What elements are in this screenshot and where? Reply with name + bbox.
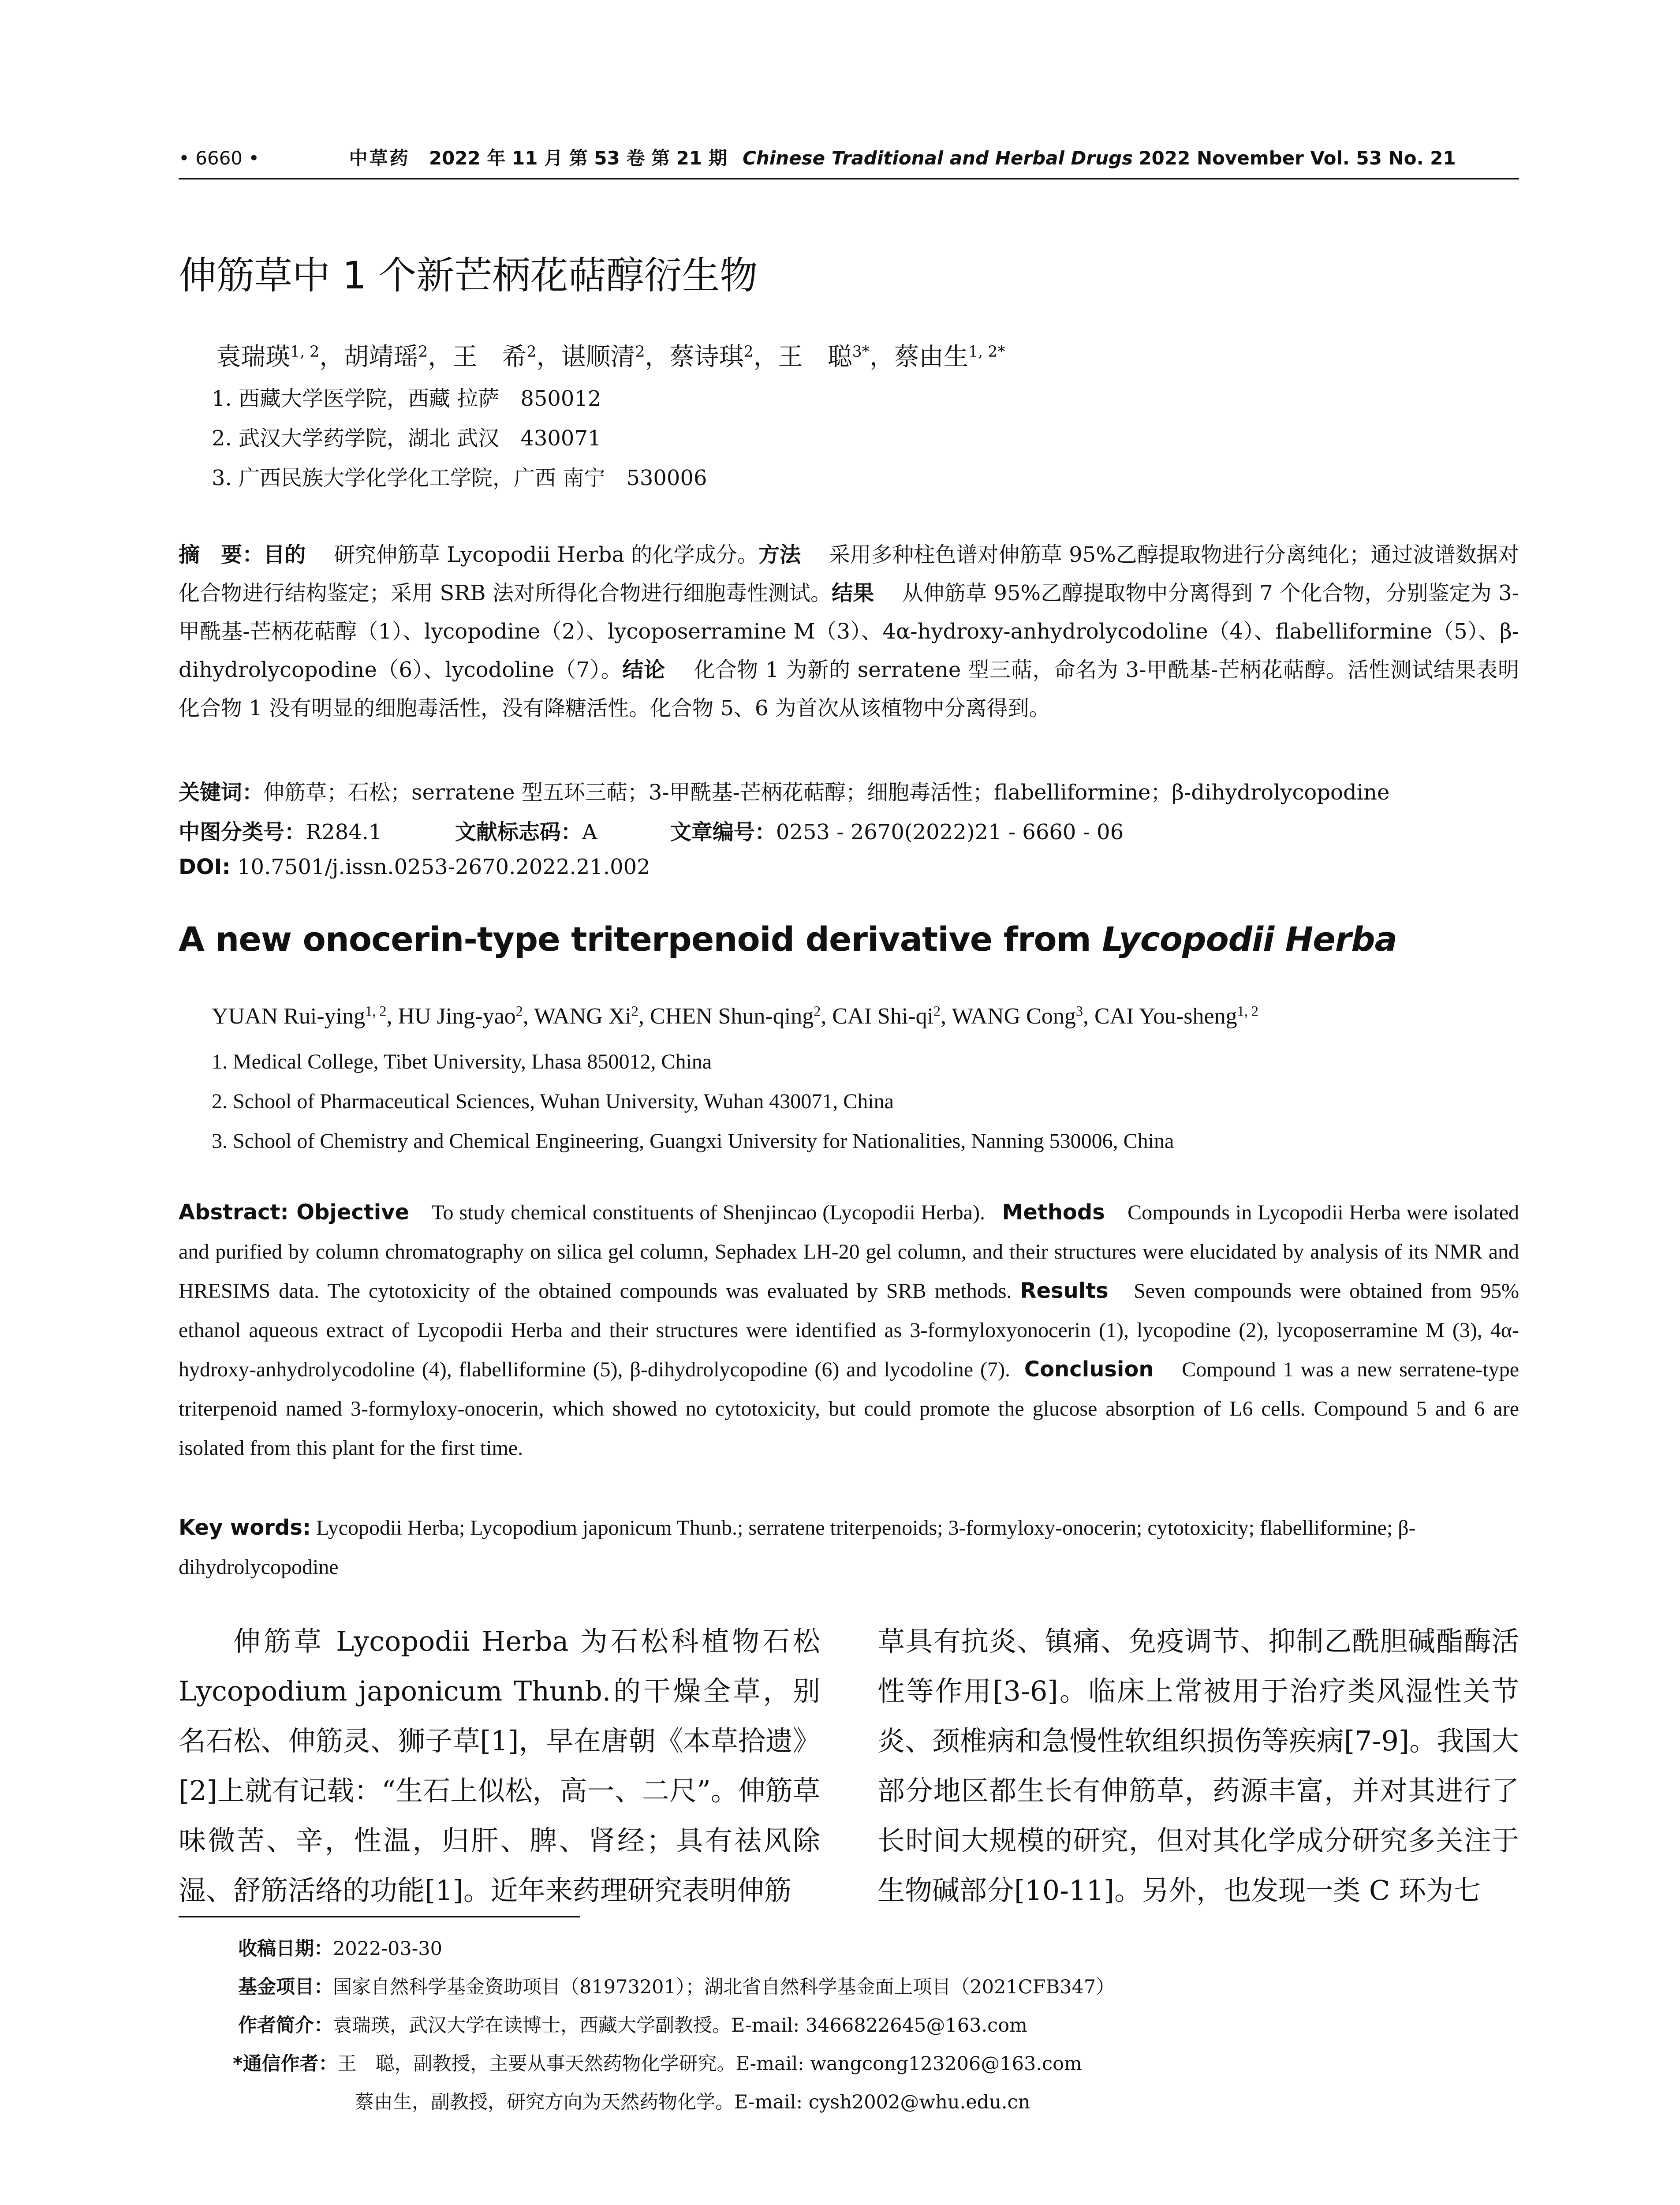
- en-author-affiliation-mark: 2: [631, 1003, 638, 1019]
- fund-label: 基金项目：: [238, 1976, 333, 1998]
- en-author-separator: ,: [821, 1004, 833, 1029]
- issue-en: 2022 November Vol. 53 No. 21: [1139, 147, 1456, 169]
- en-author-separator: ,: [941, 1004, 952, 1029]
- cn-author-name: 胡靖瑶: [344, 343, 418, 371]
- en-author-separator: ,: [523, 1004, 534, 1029]
- cn-objective: 研究伸筋草 Lycopodii Herba 的化学成分。: [334, 542, 758, 567]
- cn-results-label: 结果: [832, 581, 874, 605]
- article-number-value: 0253 - 2670(2022)21 - 6660 - 06: [776, 820, 1124, 845]
- doi-value: 10.7501/j.issn.0253-2670.2022.21.002: [237, 855, 650, 879]
- cn-author-affiliation-mark: 2: [635, 343, 645, 361]
- en-methods: Compounds in Lycopodii Herba were isolated and purified by column chromatography on silica gel column, Sephadex LH-20 gel column, and their structures were elucidated by analysis of its NMR and HRESIMS data. The cytotoxicity of the obtained compounds was evaluated by SRB methods.: [179, 1201, 1519, 1303]
- doc-code-label: 文献标志码：: [455, 820, 582, 845]
- author-bio-label: 作者简介：: [238, 2014, 333, 2037]
- cn-objective-label: 目的: [263, 542, 306, 567]
- cn-author-separator: ，: [536, 343, 561, 371]
- page-number: • 6660 •: [179, 147, 260, 169]
- cn-author-separator: ，: [753, 343, 778, 371]
- en-author-affiliation-mark: 1, 2: [365, 1003, 387, 1019]
- corresponding-author-2: 蔡由生，副教授，研究方向为天然药物化学。E-mail: cysh2002@whu.edu.cn: [355, 2091, 1030, 2113]
- cn-author-affiliation-mark: 2: [743, 343, 754, 361]
- cn-author-affiliation-mark: 3*: [852, 343, 870, 361]
- en-conclusion-label: Conclusion: [1024, 1357, 1154, 1382]
- cn-conclusion-label: 结论: [622, 658, 665, 682]
- en-author-name: CAI Shi-qi: [832, 1004, 934, 1029]
- en-author-affiliation-mark: 1, 2: [1237, 1003, 1258, 1019]
- en-conclusion: Compound 1 was a new serratene-type triterpenoid named 3-formyloxy-onocerin, which showed no cytotoxicity, but could promote the glucose absorption of L6 cells. Compound 5 and 6 are isolated from this plant for the first time.: [179, 1358, 1519, 1460]
- issue-cn: 2022 年 11 月 第 53 卷 第 21 期: [429, 147, 727, 169]
- en-affiliation: 2. School of Pharmaceutical Sciences, Wuhan University, Wuhan 430071, China: [212, 1090, 894, 1113]
- en-author-name: WANG Cong: [952, 1004, 1076, 1029]
- cn-affiliation: 1. 西藏大学医学院，西藏 拉萨 850012: [212, 386, 601, 411]
- cn-authors: [216, 337, 1005, 373]
- footnote-corresponding: [233, 2049, 1082, 2076]
- cn-author-name: 王 聪: [778, 343, 852, 371]
- cn-author-name: 袁瑞瑛: [216, 343, 290, 371]
- cn-author-name: 蔡由生: [894, 343, 969, 371]
- en-methods-label: Methods: [1002, 1200, 1105, 1225]
- en-keywords: Lycopodii Herba; Lycopodium japonicum Thunb.; serratene triterpenoids; 3-formyloxy-onocerin; cytotoxicity; flabelliformine; β-dihydrolycopodine: [179, 1516, 1416, 1579]
- cn-author-affiliation-mark: 1, 2: [290, 343, 320, 361]
- en-title-plain: A new onocerin-type triterpenoid derivative from: [179, 919, 1102, 959]
- doi-line: [179, 855, 650, 879]
- cn-author-separator: ，: [870, 343, 895, 371]
- body-column-left: 伸筋草 Lycopodii Herba 为石松科植物石松 Lycopodium japonicum Thunb.的干燥全草，别名石松、伸筋灵、狮子草[1]，早在唐朝《本草拾遗》[2]上就有记载：“生石上似松，高一、二尺”。伸筋草味微苦、辛，性温，归肝、脾、肾经；具有祛风除湿、舒筋活络的功能[1]。近年来药理研究表明伸筋: [179, 1625, 820, 1906]
- body-column-right: 草具有抗炎、镇痛、免疫调节、抑制乙酰胆碱酯酶活性等作用[3-6]。临床上常被用于治疗类风湿性关节炎、颈椎病和急慢性软组织损伤等疾病[7-9]。我国大部分地区都生长有伸筋草，药源丰富，并对其进行了长时间大规模的研究，但对其化学成分研究多关注于生物碱部分[10-11]。另外，也发现一类 C 环为七: [877, 1625, 1519, 1906]
- en-affiliation: 3. School of Chemistry and Chemical Engineering, Guangxi University for Nationalities, Nanning 530006, China: [212, 1129, 1174, 1153]
- cn-author-separator: ，: [319, 343, 344, 371]
- en-abstract-label: Abstract: Objective: [179, 1200, 410, 1225]
- cn-classification-line: [179, 815, 1124, 845]
- received-date: 2022-03-30: [333, 1938, 442, 1960]
- en-results: Seven compounds were obtained from 95% ethanol aqueous extract of Lycopodii Herba and their structures were identified as 3-formyloxyonocerin (1), lycopodine (2), lycoposerramine M (3), 4α-hydroxy-anhydrolycodoline (4), flabelliformine (5), β-dihydrolycopodine (6) and lycodoline (7).: [179, 1279, 1519, 1381]
- en-results-label: Results: [1020, 1278, 1109, 1303]
- cn-keywords: 伸筋草；石松；serratene 型五环三萜；3-甲酰基-芒柄花萜醇；细胞毒活性；flabelliformine；β-dihydrolycopodine: [263, 780, 1390, 805]
- footnote-author: [238, 2011, 1027, 2037]
- en-title: [179, 919, 1397, 959]
- corresponding-author-1: 王 聪，副教授，主要从事天然药物化学研究。E-mail: wangcong123206@163.com: [337, 2053, 1082, 2075]
- clc-value: R284.1: [306, 820, 382, 845]
- cn-author-separator: ，: [428, 343, 453, 371]
- cn-conclusion: 化合物 1 为新的 serratene 型三萜，命名为 3-甲酰基-芒柄花萜醇。活性测试结果表明化合物 1 没有明显的细胞毒活性，没有降糖活性。化合物 5、6 为首次从该植物中分离得到。: [179, 658, 1519, 721]
- en-author-name: WANG Xi: [534, 1004, 631, 1029]
- corresponding-label: *通信作者：: [233, 2053, 338, 2075]
- cn-author-name: 蔡诗琪: [669, 343, 744, 371]
- en-author-separator: ,: [386, 1004, 398, 1029]
- cn-author-affiliation-mark: 2: [526, 343, 537, 361]
- cn-keywords-line: [179, 775, 1389, 806]
- cn-author-affiliation-mark: 2: [418, 343, 428, 361]
- footnote-fund: [238, 1972, 1115, 1999]
- cn-methods-label: 方法: [758, 542, 801, 567]
- en-author-name: HU Jing-yao: [398, 1004, 516, 1029]
- article-number-label: 文章编号：: [670, 820, 776, 845]
- cn-methods: 采用多种柱色谱对伸筋草 95%乙醇提取物进行分离纯化；通过波谱数据对化合物进行结构鉴定；采用 SRB 法对所得化合物进行细胞毒性测试。: [179, 542, 1519, 605]
- cn-abstract: [179, 536, 1519, 728]
- en-author-separator: ,: [1083, 1004, 1094, 1029]
- en-author-affiliation-mark: 2: [933, 1003, 941, 1019]
- en-keywords-line: [179, 1508, 1519, 1587]
- en-author-name: YUAN Rui-ying: [212, 1004, 366, 1029]
- en-author-separator: ,: [638, 1004, 650, 1029]
- author-bio: 袁瑞瑛，武汉大学在读博士，西藏大学副教授。E-mail: 3466822645@163.com: [333, 2014, 1027, 2037]
- clc-label: 中图分类号：: [179, 820, 306, 845]
- en-title-italic: Lycopodii Herba: [1102, 919, 1397, 959]
- en-author-affiliation-mark: 2: [515, 1003, 523, 1019]
- journal-name-cn: 中草药: [349, 149, 410, 169]
- en-author-name: CHEN Shun-qing: [650, 1004, 814, 1029]
- footnote-rule: [179, 1916, 580, 1917]
- en-abstract: [179, 1193, 1519, 1468]
- cn-title: 伸筋草中 1 个新芒柄花萜醇衍生物: [179, 254, 758, 298]
- cn-keywords-label: 关键词：: [179, 780, 264, 805]
- header-rule: [179, 178, 1519, 179]
- cn-author-name: 谌顺清: [561, 343, 635, 371]
- doi-label: DOI:: [179, 855, 231, 879]
- received-label: 收稿日期：: [238, 1938, 333, 1960]
- en-affiliation: 1. Medical College, Tibet University, Lhasa 850012, China: [212, 1050, 712, 1073]
- en-author-affiliation-mark: 3: [1075, 1003, 1083, 1019]
- cn-author-affiliation-mark: 1, 2*: [968, 343, 1005, 361]
- en-objective: To study chemical constituents of Shenjincao (Lycopodii Herba).: [431, 1201, 985, 1224]
- running-header: [179, 144, 1519, 170]
- fund-text: 国家自然科学基金资助项目（81973201）；湖北省自然科学基金面上项目（2021CFB347）: [333, 1976, 1115, 1998]
- cn-affiliation: 3. 广西民族大学化学化工学院，广西 南宁 530006: [212, 466, 707, 490]
- en-authors: [212, 1003, 1258, 1029]
- cn-author-separator: ，: [645, 343, 670, 371]
- en-author-affiliation-mark: 2: [814, 1003, 821, 1019]
- en-author-name: CAI You-sheng: [1094, 1004, 1237, 1029]
- doc-code-value: A: [582, 820, 597, 845]
- cn-abstract-label: 摘 要：: [179, 542, 264, 567]
- cn-author-name: 王 希: [452, 343, 527, 371]
- footnote-received: [238, 1934, 442, 1961]
- cn-results: 从伸筋草 95%乙醇提取物中分离得到 7 个化合物，分别鉴定为 3-甲酰基-芒柄花萜醇（1）、lycopodine（2）、lycoposerramine M（3）、4α-hydroxy-anhydrolycodoline（4）、flabelliformine（5）、β-dihydrolycopodine（6）、lycodoline（7）。: [179, 581, 1519, 682]
- en-keywords-label: Key words:: [179, 1515, 311, 1540]
- journal-name-en: Chinese Traditional and Herbal Drugs: [743, 147, 1133, 169]
- cn-affiliation: 2. 武汉大学药学院，湖北 武汉 430071: [212, 426, 601, 451]
